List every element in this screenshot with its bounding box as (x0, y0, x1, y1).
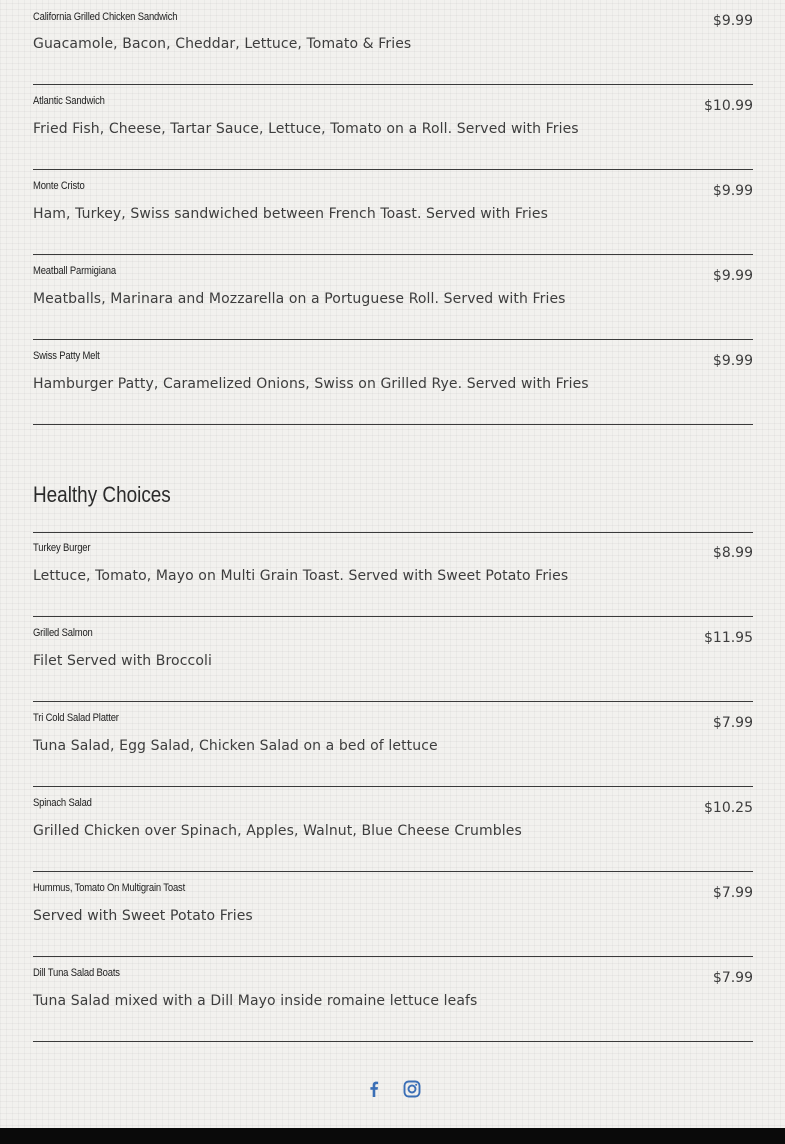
menu-item-description: Hamburger Patty, Caramelized Onions, Swiss on Grilled Rye. Served with Fries (33, 376, 589, 392)
menu-item-name: Hummus, Tomato On Multigrain Toast (33, 882, 186, 894)
menu-item (33, 532, 753, 617)
menu-item (33, 85, 753, 170)
menu-item (33, 787, 753, 872)
instagram-icon[interactable] (401, 1078, 423, 1100)
menu-item-name: Dill Tuna Salad Boats (33, 967, 120, 979)
menu-item-name: Grilled Salmon (33, 627, 93, 639)
menu-item-price: $7.99 (712, 885, 753, 901)
menu-item-name: Turkey Burger (33, 542, 91, 554)
menu-item-description: Tuna Salad, Egg Salad, Chicken Salad on a bed of lettuce (33, 738, 438, 754)
menu-item-description: Lettuce, Tomato, Mayo on Multi Grain Toast. Served with Sweet Potato Fries (33, 568, 569, 584)
menu-item (33, 340, 753, 425)
menu-item-description: Guacamole, Bacon, Cheddar, Lettuce, Tomato & Fries (33, 36, 412, 52)
menu-item-price: $10.25 (704, 800, 753, 816)
section-title-healthy-choices: Healthy Choices (33, 482, 171, 507)
menu-item-price: $9.99 (712, 353, 753, 369)
healthy-choices-list (33, 532, 753, 1042)
menu-item-description: Fried Fish, Cheese, Tartar Sauce, Lettuce, Tomato on a Roll. Served with Fries (33, 121, 579, 137)
menu-item (33, 0, 753, 85)
menu-item-price: $7.99 (712, 970, 753, 986)
menu-item-price: $11.95 (704, 630, 753, 646)
menu-item-description: Ham, Turkey, Swiss sandwiched between French Toast. Served with Fries (33, 206, 548, 222)
menu-item-price: $8.99 (712, 545, 753, 561)
menu-item-name: Monte Cristo (33, 180, 85, 192)
menu-item-name: Swiss Patty Melt (33, 350, 100, 362)
menu-item-description: Tuna Salad mixed with a Dill Mayo inside romaine lettuce leafs (33, 993, 478, 1009)
menu-item-name: Tri Cold Salad Platter (33, 712, 119, 724)
menu-item-price: $7.99 (712, 715, 753, 731)
menu-item-price: $9.99 (712, 268, 753, 284)
menu-item-description: Meatballs, Marinara and Mozzarella on a Portuguese Roll. Served with Fries (33, 291, 566, 307)
menu-item-name: Atlantic Sandwich (33, 95, 105, 107)
menu-item-name: Spinach Salad (33, 797, 92, 809)
menu-item-description: Filet Served with Broccoli (33, 653, 212, 669)
footer-bar (0, 1128, 785, 1144)
menu-item-price: $9.99 (712, 183, 753, 199)
menu-item-name: California Grilled Chicken Sandwich (33, 11, 178, 23)
menu-item (33, 872, 753, 957)
menu-item (33, 255, 753, 340)
menu-item-description: Grilled Chicken over Spinach, Apples, Walnut, Blue Cheese Crumbles (33, 823, 522, 839)
menu-item (33, 702, 753, 787)
sandwich-list (33, 0, 753, 425)
menu-item (33, 170, 753, 255)
menu-item-price: $10.99 (704, 98, 753, 114)
menu-item-description: Served with Sweet Potato Fries (33, 908, 253, 924)
facebook-icon[interactable] (363, 1078, 385, 1100)
menu-item (33, 617, 753, 702)
menu-item-price: $9.99 (712, 13, 753, 29)
social-links (0, 1078, 785, 1100)
menu-item (33, 957, 753, 1042)
menu-item-name: Meatball Parmigiana (33, 265, 116, 277)
